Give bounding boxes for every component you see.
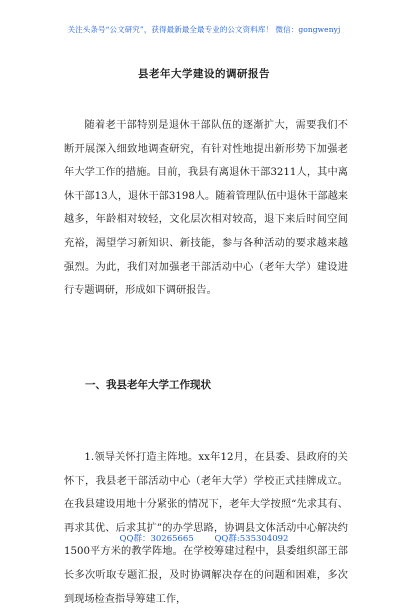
footer-qq-group-1: QQ群：30265665: [119, 534, 194, 544]
document-title: 县老年大学建设的调研报告: [138, 68, 270, 80]
intro-paragraph: 随着老干部特别是退休干部队伍的逐渐扩大，需要我们不断开展深入细致地调查研究，有针对性地提出新形势下加强老年大学工作的措施。目前，我县有离退休干部3211人，其中离休干部13人，退休干部3198人。随着管理队伍中退休干部越来越多，年龄相对较轻，文化层次相对较高，退下来后时间空间充裕，渴望学习新知识、新技能，参与各种活动的要求越来越强烈。为此，我们对加强老干部活动中心（老年大学）建设进行专题调研，形成如下调研报告。: [64, 120, 348, 297]
section-heading: 一、我县老年大学工作现状: [85, 379, 211, 391]
footer: [0, 532, 408, 544]
footer-qq-group-2: QQ群:535304092: [214, 534, 289, 544]
section-paragraph: 1.领导关怀打造主阵地。xx年12月，在县委、县政府的关怀下，我县老干部活动中心（老年大学）学校正式挂牌成立。在我县建设用地十分紧张的情况下，老年大学按照“先求其有、再求其优、后求其扩”的办学思路，协调县文体活动中心解决约1500平方米的教学阵地。在学校筹建过程中，县委组织部王部长多次听取专题汇报，及时协调解决存在的问题和困难，多次到现场检查指导筹建工作，: [64, 452, 348, 605]
header-banner: 关注头条号“公文研究”，获得最新最全最专业的公文资料库！ 微信：gongwenyj: [67, 25, 341, 34]
